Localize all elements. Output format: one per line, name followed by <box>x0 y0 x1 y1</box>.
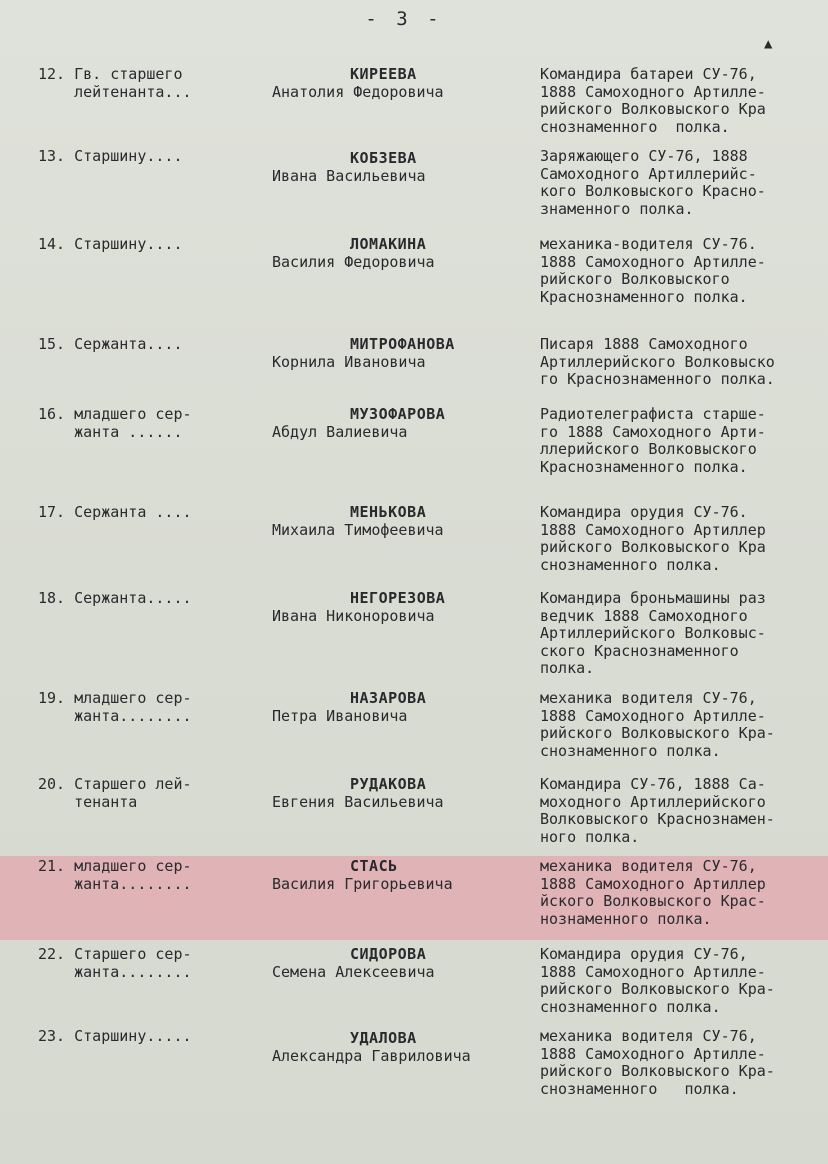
entry-rank-line: лейтенанта... <box>38 83 192 101</box>
entry-position <box>540 236 828 306</box>
entry-position-line: 1888 Самоходного Артиллер <box>540 521 766 539</box>
entry-name <box>272 336 534 371</box>
entry-position-line: Артиллерийского Волковыско <box>540 353 775 371</box>
entry-name <box>272 776 534 811</box>
entry-position-line: моходного Артиллерийского <box>540 793 766 811</box>
entry-name <box>272 946 534 981</box>
entry-surname: МЕНЬКОВА <box>350 503 427 521</box>
entry-position-line: знаменного полка. <box>540 200 694 218</box>
entry-position-line: снознаменного полка. <box>540 1080 739 1098</box>
entry-position <box>540 946 828 1016</box>
entry-position-line: рийского Волковыского Кра- <box>540 1063 775 1080</box>
entry-rank-line: тенанта <box>38 793 138 811</box>
entry-position-line: ного полка. <box>540 828 640 846</box>
entry-position-line: снознаменного полка. <box>540 998 721 1016</box>
entry-position-line: 1888 Самоходного Артилле- <box>540 83 766 101</box>
entry-rank <box>38 858 243 893</box>
entry-name <box>272 690 534 725</box>
entry-rank-line: 12. Гв. старшего <box>38 66 183 83</box>
entry-position-line: ллерийского Волковыского <box>540 441 757 458</box>
entry-position-line: рийского Волковыского Кра <box>540 101 766 118</box>
entry-position-line: го 1888 Самоходного Арти- <box>540 423 766 441</box>
entry-surname: НЕГОРЕЗОВА <box>350 589 446 607</box>
entry-surname: МИТРОФАНОВА <box>350 335 455 353</box>
entry-rank-line: жанта........ <box>38 963 192 981</box>
entry-given-names: Семена Алексеевича <box>272 962 435 981</box>
entry-name <box>272 150 534 185</box>
entry-position-line: нознаменного полка. <box>540 910 712 928</box>
entry-position-line: механика водителя СУ-76, <box>540 858 757 875</box>
entry-position-line: 1888 Самоходного Артилле- <box>540 1045 766 1063</box>
entry-position-line: Самоходного Артиллерийс- <box>540 165 757 183</box>
entry-surname: СТАСЬ <box>350 857 398 875</box>
entry-rank-line: жанта........ <box>38 707 192 725</box>
corner-mark: ▲ <box>764 36 773 52</box>
entry-position <box>540 66 828 136</box>
entry-surname: КИРЕЕВА <box>350 65 417 83</box>
entry-name <box>272 590 534 625</box>
entry-position-line: 1888 Самоходного Артилле- <box>540 707 766 725</box>
entry-surname: КОБЗЕВА <box>350 149 417 167</box>
entry-position-line: Волковыского Краснознамен- <box>540 811 775 828</box>
entry-name <box>272 858 534 893</box>
entry-position-line: йского Волковыского Крас- <box>540 893 766 910</box>
entry-rank-line: 20. Старшего лей- <box>38 776 192 793</box>
entry-rank <box>38 336 243 354</box>
entry-position-line: снознаменного полка. <box>540 742 721 760</box>
entry-surname: МУЗОФАРОВА <box>350 405 446 423</box>
entry-position <box>540 1028 828 1098</box>
entry-position <box>540 776 828 846</box>
entry-position <box>540 858 828 928</box>
entry-position-line: снознаменного полка. <box>540 118 730 136</box>
entry-rank <box>38 776 243 811</box>
entry-position-line: полка. <box>540 660 595 677</box>
entry-given-names: Ивана Никоноровича <box>272 606 435 625</box>
entry-surname: НАЗАРОВА <box>350 689 427 707</box>
entry-surname: УДАЛОВА <box>350 1029 417 1047</box>
entry-given-names: Александра Гавриловича <box>272 1046 471 1065</box>
entry-rank <box>38 590 243 608</box>
entry-position-line: го Краснознаменного полка. <box>540 371 775 388</box>
entry-surname: ЛОМАКИНА <box>350 235 427 253</box>
entry-position-line: рийского Волковыского Кра <box>540 539 766 556</box>
entry-position-line: механика водителя СУ-76, <box>540 1028 757 1045</box>
entry-position-line: Краснознаменного полка. <box>540 288 748 306</box>
entry-rank-line: 23. Старшину..... <box>38 1028 192 1045</box>
entry-position <box>540 336 828 389</box>
entry-surname: РУДАКОВА <box>350 775 427 793</box>
entry-position-line: Командира броньмашины раз <box>540 590 766 607</box>
entry-given-names: Корнила Ивановича <box>272 352 426 371</box>
entry-given-names: Петра Ивановича <box>272 706 408 725</box>
entry-given-names: Ивана Васильевича <box>272 166 426 185</box>
entry-rank <box>38 946 243 981</box>
entry-position-line: снознаменного полка. <box>540 556 721 574</box>
entry-position-line: 1888 Самоходного Артиллер <box>540 875 766 893</box>
entry-given-names: Михаила Тимофеевича <box>272 520 444 539</box>
entry-position-line: рийского Волковыского Кра- <box>540 725 775 742</box>
page-number: - 3 - <box>365 8 443 30</box>
entry-rank <box>38 504 243 522</box>
entry-position-line: ского Краснознаменного <box>540 642 739 660</box>
entry-name <box>272 1030 534 1065</box>
entry-position <box>540 690 828 760</box>
entry-position <box>540 148 828 218</box>
entry-rank-line: 21. младшего сер- <box>38 858 192 875</box>
entry-rank-line: 18. Сержанта..... <box>38 590 192 607</box>
entry-position-line: Заряжающего СУ-76, 1888 <box>540 148 748 165</box>
entry-rank-line: жанта ...... <box>38 423 183 441</box>
entry-position-line: кого Волковыского Красно- <box>540 183 766 200</box>
entry-rank <box>38 66 243 101</box>
entry-name <box>272 236 534 271</box>
entry-position-line: рийского Волковыского Кра- <box>540 981 775 998</box>
entry-name <box>272 504 534 539</box>
entry-position-line: Командира СУ-76, 1888 Са- <box>540 776 766 793</box>
entry-rank <box>38 1028 243 1046</box>
entry-position-line: механика водителя СУ-76, <box>540 690 757 707</box>
entry-rank-line: 19. младшего сер- <box>38 690 192 707</box>
entry-position <box>540 406 828 476</box>
entry-given-names: Анатолия Федоровича <box>272 82 444 101</box>
entry-rank-line: 22. Старшего сер- <box>38 946 192 963</box>
entry-rank-line: жанта........ <box>38 875 192 893</box>
entry-position-line: рийского Волковыского <box>540 271 730 288</box>
entry-surname: СИДОРОВА <box>350 945 427 963</box>
entry-rank-line: 17. Сержанта .... <box>38 504 192 521</box>
entry-given-names: Василия Федоровича <box>272 252 435 271</box>
entry-rank <box>38 406 243 441</box>
entry-position-line: 1888 Самоходного Артилле- <box>540 963 766 981</box>
entry-name <box>272 406 534 441</box>
entry-position-line: ведчик 1888 Самоходного <box>540 607 748 625</box>
entry-position-line: механика-водителя СУ-76. <box>540 236 757 253</box>
entry-position-line: Командира батареи СУ-76, <box>540 66 757 83</box>
entry-position <box>540 504 828 574</box>
entry-position-line: Радиотелеграфиста старше- <box>540 406 766 423</box>
entry-position <box>540 590 828 678</box>
entry-rank-line: 14. Старшину.... <box>38 236 183 253</box>
entry-rank <box>38 690 243 725</box>
entry-rank <box>38 148 243 166</box>
entry-name <box>272 66 534 101</box>
entry-position-line: Краснознаменного полка. <box>540 458 748 476</box>
entry-position-line: Артиллерийского Волковыс- <box>540 625 766 642</box>
entry-position-line: Писаря 1888 Самоходного <box>540 336 748 353</box>
entry-rank-line: 15. Сержанта.... <box>38 336 183 353</box>
entry-rank <box>38 236 243 254</box>
entry-position-line: 1888 Самоходного Артилле- <box>540 253 766 271</box>
entry-rank-line: 13. Старшину.... <box>38 148 183 165</box>
entry-given-names: Абдул Валиевича <box>272 422 408 441</box>
entry-position-line: Командира орудия СУ-76. <box>540 504 748 521</box>
entry-given-names: Василия Григорьевича <box>272 874 453 893</box>
entry-given-names: Евгения Васильевича <box>272 792 444 811</box>
entry-rank-line: 16. младшего сер- <box>38 406 192 423</box>
entry-position-line: Командира орудия СУ-76, <box>540 946 748 963</box>
